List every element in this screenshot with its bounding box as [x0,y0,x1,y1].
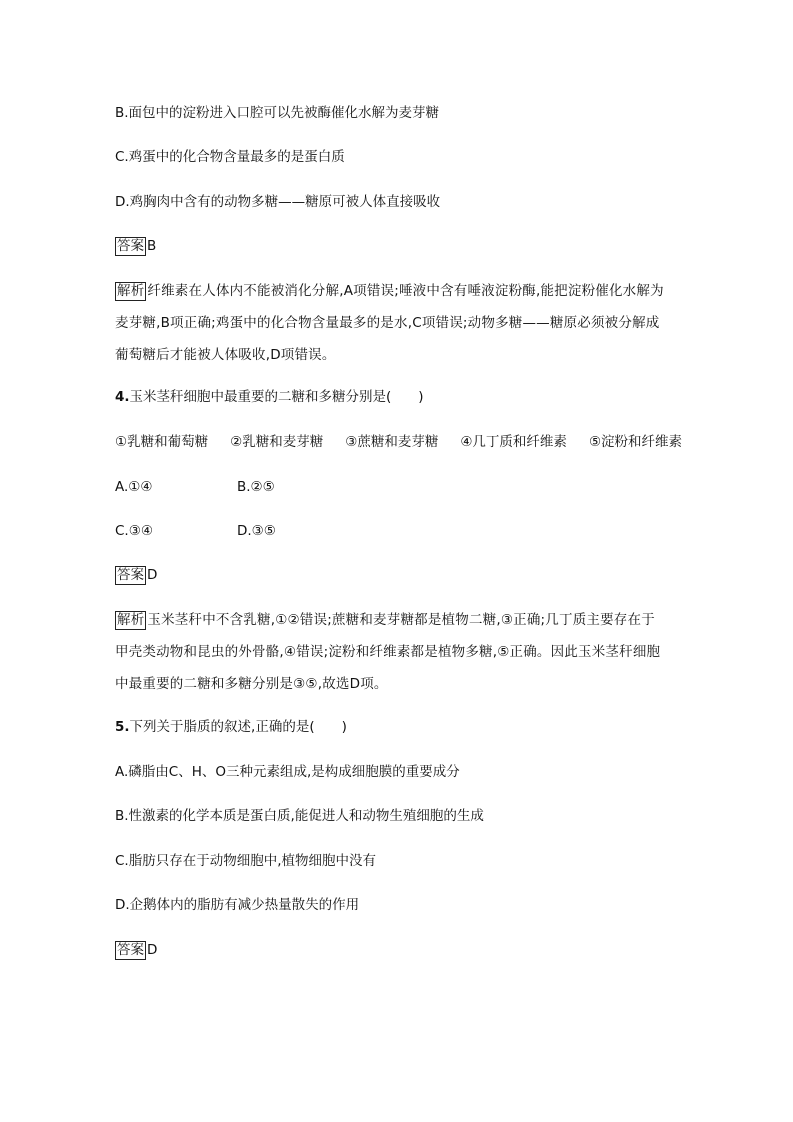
q4-choice-1: ①乳糖和葡萄糖 [115,434,209,450]
q5-answer-row [115,941,157,960]
q4-analysis-line-3: 中最重要的二糖和多糖分别是③⑤,故选D项。 [115,676,388,692]
q3-analysis-line-2: 麦芽糖,B项正确;鸡蛋中的化合物含量最多的是水,C项错误;动物多糖——糖原必须被分解成 [115,315,660,331]
analysis-tag: 解析 [117,283,145,299]
q3-option-c: C.鸡蛋中的化合物含量最多的是蛋白质 [115,149,345,165]
q5-option-c: C.脂肪只存在于动物细胞中,植物细胞中没有 [115,853,377,869]
q3-option-d: D.鸡胸肉中含有的动物多糖——糖原可被人体直接吸收 [115,194,441,210]
q4-choice-2: ②乳糖和麦芽糖 [230,434,324,450]
q5-stem-row [115,718,347,736]
q4-answer-row [115,566,157,585]
q4-stem: 玉米茎秆细胞中最重要的二糖和多糖分别是( ) [129,389,424,405]
q5-number: 5. [115,719,130,735]
q4-choice-4: ④几丁质和纤维素 [460,434,567,450]
q4-option-d: D.③⑤ [237,523,276,539]
q4-number: 4. [115,389,130,405]
q3-analysis-line-3: 葡萄糖后才能被人体吸收,D项错误。 [115,347,336,363]
q3-answer-value: B [147,238,157,254]
answer-tag: 答案 [117,942,144,958]
q5-stem: 下列关于脂质的叙述,正确的是( ) [129,719,347,735]
q5-option-b: B.性激素的化学本质是蛋白质,能促进人和动物生殖细胞的生成 [115,808,484,824]
q3-option-b: B.面包中的淀粉进入口腔可以先被酶催化水解为麦芽糖 [115,105,440,121]
q4-choices-row [115,433,682,451]
q4-analysis [115,604,680,700]
q4-option-c: C.③④ [115,523,153,539]
q4-option-a: A.①④ [115,479,153,495]
q5-option-d: D.企鹅体内的脂肪有减少热量散失的作用 [115,897,360,913]
q4-stem-row [115,388,424,406]
q3-analysis [115,275,680,371]
q4-option-b: B.②⑤ [237,479,275,495]
analysis-tag: 解析 [117,612,145,628]
q4-options-row-2 [115,522,276,540]
q4-choice-3: ③蔗糖和麦芽糖 [345,434,439,450]
answer-tag: 答案 [117,238,144,254]
q4-analysis-line-2: 甲壳类动物和昆虫的外骨骼,④错误;淀粉和纤维素都是植物多糖,⑤正确。因此玉米茎秆细胞 [115,644,661,660]
q5-option-a: A.磷脂由C、H、O三种元素组成,是构成细胞膜的重要成分 [115,764,460,780]
q5-answer-value: D [147,942,158,958]
q3-analysis-line-1: 解析 纤维素在人体内不能被消化分解,A项错误;唾液中含有唾液淀粉酶,能把淀粉催化水解为 [117,283,664,299]
q3-answer-row [115,237,156,256]
q4-choice-5: ⑤淀粉和纤维素 [588,434,683,450]
q4-answer-value: D [147,567,158,583]
answer-tag: 答案 [117,567,144,583]
q4-analysis-line-1: 解析 玉米茎秆中不含乳糖,①②错误;蔗糖和麦芽糖都是植物二糖,③正确;几丁质主要存在于 [117,612,655,628]
q4-options-row-1 [115,478,275,496]
